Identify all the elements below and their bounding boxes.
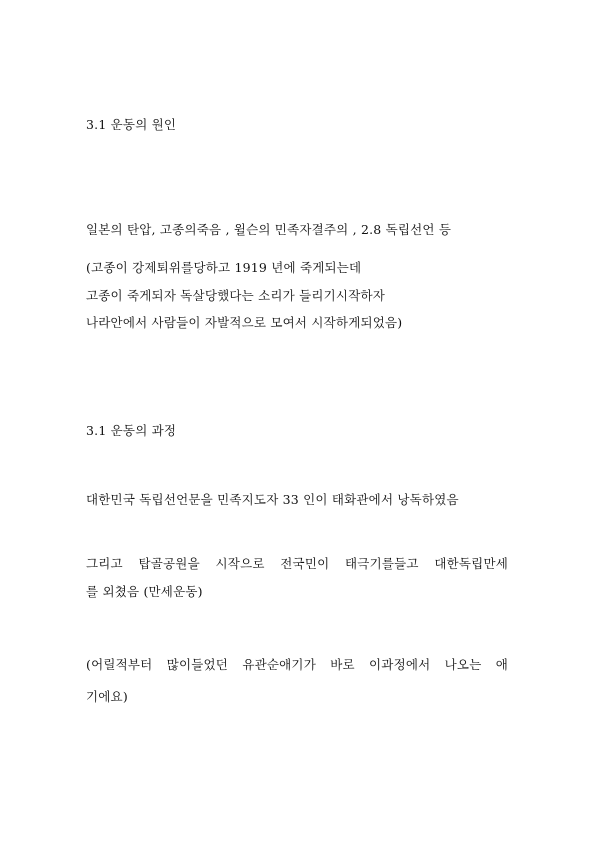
process-paragraph-2-line-2: 를 외쳤음 (만세운동) bbox=[86, 584, 203, 599]
cause-detail-line-3: 나라안에서 사람들이 자발적으로 모여서 시작하게되었음) bbox=[86, 315, 403, 330]
section-heading-cause: 3.1 운동의 원인 bbox=[86, 117, 177, 132]
process-paragraph-3-line-1: (어릴적부터 많이들었던 유관순애기가 바로 이과정에서 나오는 애 bbox=[86, 657, 508, 672]
cause-detail-line-2: 고종이 죽게되자 독살당했다는 소리가 들리기시작하자 bbox=[86, 288, 386, 303]
section-heading-process: 3.1 운동의 과정 bbox=[86, 423, 177, 438]
cause-detail-line-1: (고종이 강제퇴위를당하고 1919 년에 죽게되는데 bbox=[86, 260, 362, 275]
process-paragraph-3-line-2: 기에요) bbox=[86, 689, 128, 704]
cause-summary-line: 일본의 탄압, 고종의죽음 , 윌슨의 민족자결주의 , 2.8 독립선언 등 bbox=[86, 222, 452, 237]
process-paragraph-2-line-1: 그리고 탑골공원을 시작으로 전국민이 태극기를들고 대한독립만세 bbox=[86, 556, 508, 571]
process-paragraph-1-line: 대한민국 독립선언문을 민족지도자 33 인이 태화관에서 낭독하였음 bbox=[86, 492, 459, 507]
